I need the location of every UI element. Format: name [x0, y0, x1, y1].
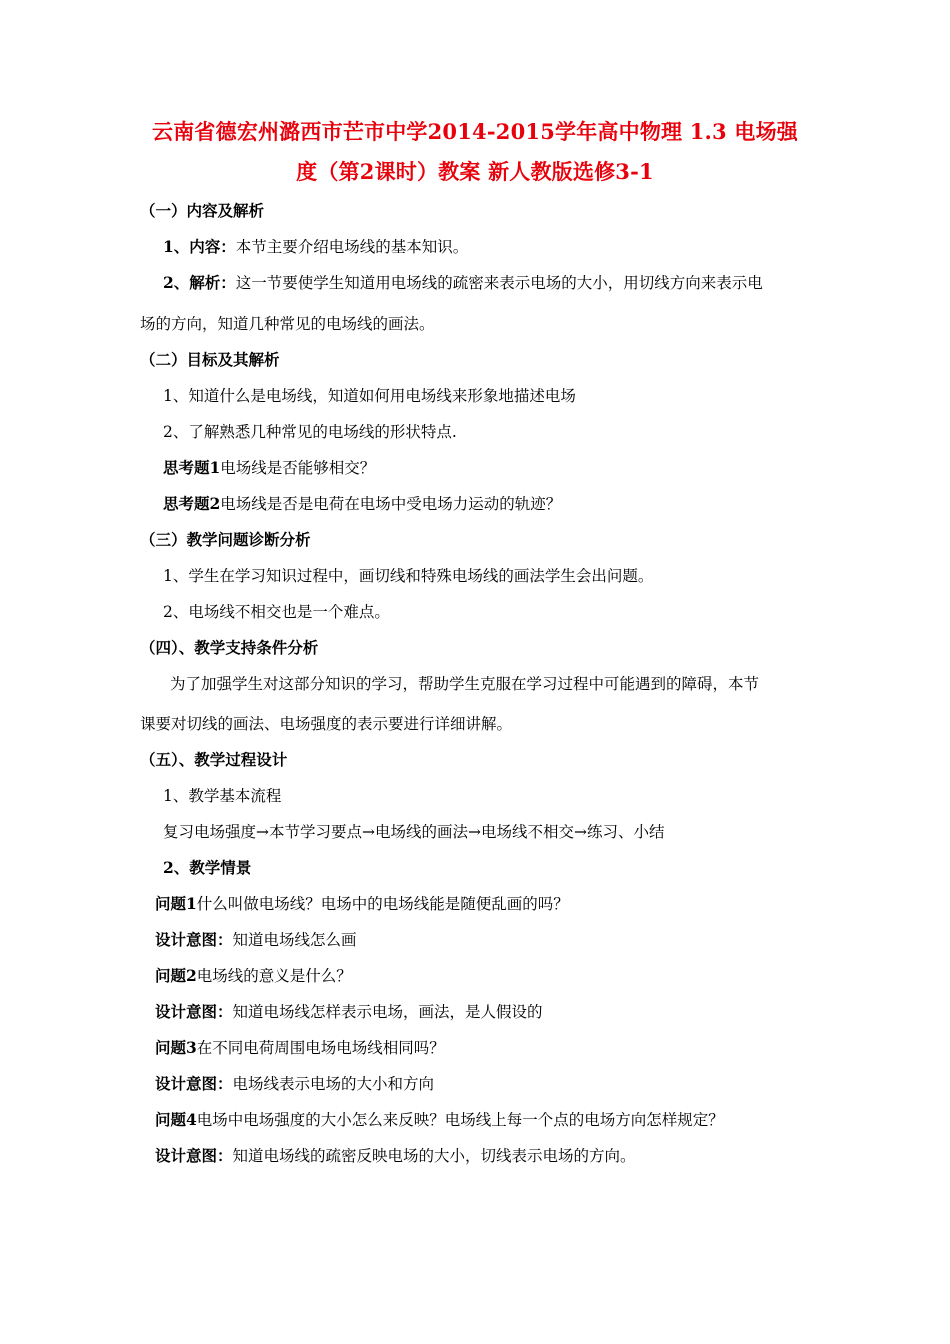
qa-row — [155, 894, 569, 914]
list-item: 2、了解熟悉几种常见的电场线的形状特点. — [163, 423, 457, 441]
qa-label: 设计意图： — [155, 1146, 233, 1165]
qa-text: 电场线的意义是什么？ — [196, 967, 352, 985]
qa-row — [155, 1038, 445, 1058]
qa-label: 设计意图： — [155, 1074, 233, 1093]
section-heading-content-analysis: （一）内容及解析 — [140, 201, 265, 220]
qa-label: 问题1 — [155, 894, 197, 913]
question-label: 思考题2 — [163, 494, 221, 513]
document-title-line-2: 度（第2课时）教案 新人教版选修3-1 — [296, 159, 654, 184]
paragraph-analysis-continued: 场的方向，知道几种常见的电场线的画法。 — [140, 315, 435, 333]
list-item: 1、教学基本流程 — [163, 787, 282, 805]
thinking-question-1 — [163, 458, 375, 478]
list-item: 1、学生在学习知识过程中，画切线和特殊电场线的画法学生会出问题。 — [163, 567, 654, 585]
paragraph-analysis — [163, 273, 763, 293]
paragraph-content — [163, 237, 468, 257]
qa-text: 在不同电荷周围电场电场线相同吗？ — [196, 1039, 445, 1057]
qa-text: 知道电场线怎样表示电场，画法，是人假设的 — [232, 1003, 543, 1021]
question-label: 思考题1 — [163, 458, 221, 477]
qa-row — [155, 1002, 543, 1022]
section-heading-support: （四）、教学支持条件分析 — [140, 638, 319, 657]
question-text: 电场线是否能够相交？ — [220, 459, 376, 477]
list-item-heading: 2、教学情景 — [163, 858, 252, 877]
qa-row — [155, 930, 357, 950]
qa-row — [155, 1074, 434, 1094]
qa-label: 问题3 — [155, 1038, 197, 1057]
qa-text: 知道电场线怎么画 — [232, 931, 357, 949]
qa-text: 什么叫做电场线？电场中的电场线能是随便乱画的吗？ — [196, 895, 569, 913]
paragraph-label: 2、解析： — [163, 273, 236, 292]
qa-label: 设计意图： — [155, 1002, 233, 1021]
document-title-line-1: 云南省德宏州潞西市芒市中学2014-2015学年高中物理 1.3 电场强 — [152, 119, 798, 144]
paragraph-text: 本节主要介绍电场线的基本知识。 — [235, 238, 469, 256]
section-heading-process: （五）、教学过程设计 — [140, 750, 288, 769]
qa-text: 知道电场线的疏密反映电场的大小，切线表示电场的方向。 — [232, 1147, 636, 1165]
qa-text: 电场线表示电场的大小和方向 — [232, 1075, 435, 1093]
qa-label: 问题4 — [155, 1110, 197, 1129]
qa-row — [155, 1146, 636, 1166]
paragraph-support-continued: 课要对切线的画法、电场强度的表示要进行详细讲解。 — [140, 715, 513, 733]
thinking-question-2 — [163, 494, 561, 514]
qa-label: 问题2 — [155, 966, 197, 985]
paragraph-support: 为了加强学生对这部分知识的学习，帮助学生克服在学习过程中可能遇到的障碍，本节 — [170, 675, 760, 693]
qa-label: 设计意图： — [155, 930, 233, 949]
teaching-flow: 复习电场强度→本节学习要点→电场线的画法→电场线不相交→练习、小结 — [163, 823, 665, 841]
paragraph-text: 这一节要使学生知道用电场线的疏密来表示电场的大小，用切线方向来表示电 — [235, 274, 763, 292]
qa-text: 电场中电场强度的大小怎么来反映？电场线上每一个点的电场方向怎样规定？ — [196, 1111, 724, 1129]
qa-row — [155, 1110, 724, 1130]
section-heading-diagnosis: （三）教学问题诊断分析 — [140, 530, 311, 549]
paragraph-label: 1、内容： — [163, 237, 236, 256]
qa-row — [155, 966, 352, 986]
section-heading-goals: （二）目标及其解析 — [140, 350, 280, 369]
question-text: 电场线是否是电荷在电场中受电场力运动的轨迹？ — [220, 495, 562, 513]
list-item: 2、电场线不相交也是一个难点。 — [163, 603, 390, 621]
list-item: 1、知道什么是电场线，知道如何用电场线来形象地描述电场 — [163, 387, 576, 405]
